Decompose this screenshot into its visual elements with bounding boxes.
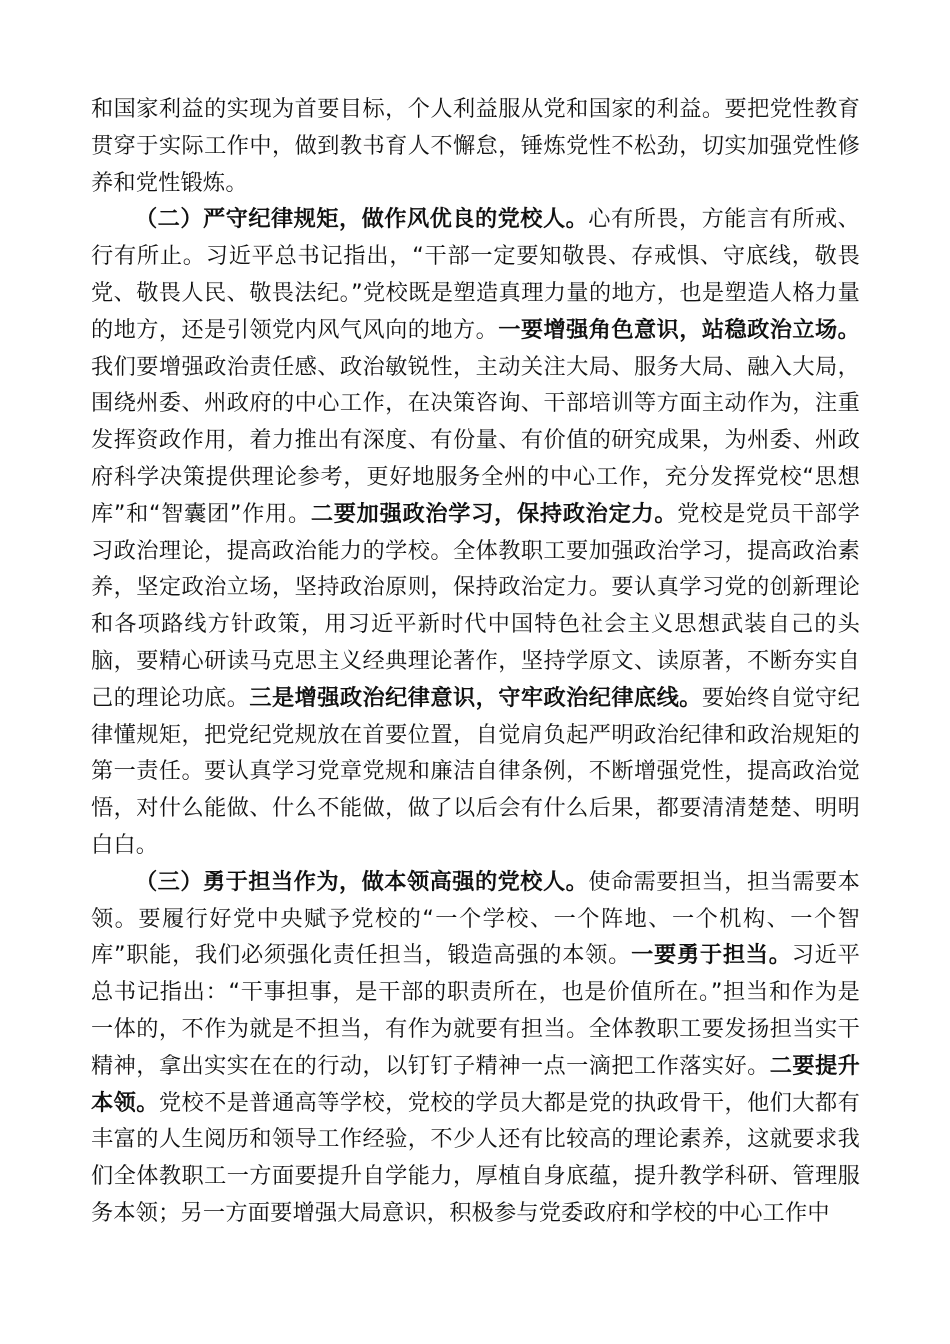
- paragraph-party-spirit-ending: [91, 91, 860, 201]
- body-text: 和国家利益的实现为首要目标，个人利益服从党和国家的利益。要把党性教育贯穿于实际工作中，做到教书育人不懈怠，锤炼党性不松劲，切实加强党性修养和党性锻炼。: [91, 96, 860, 196]
- paragraph-discipline: [91, 201, 860, 863]
- section-heading-three: （三）勇于担当作为，做本领高强的党校人。: [135, 868, 589, 895]
- body-text: 习近平总书记指出：“干事担事，是干部的职责所在，也是价值所在。”担当和作为是一体的，不作为就是不担当，有作为就要有担当。全体教职工要发扬担当实干精神，拿出实实在在的行动，以钉钉子精神一点一滴把工作落实好。: [91, 942, 860, 1079]
- point-heading-role-awareness: 一要增强角色意识，站稳政治立场。: [498, 316, 861, 343]
- point-heading-take-responsibility: 一要勇于担当。: [631, 942, 792, 969]
- body-text: 党校是党员干部学习政治理论，提高政治能力的学校。全体教职工要加强政治学习，提高政治素养，坚定政治立场，坚持政治原则，保持政治定力。要认真学习党的创新理论和各项路线方针政策，用习近平新时代中国特色社会主义思想武装自己的头脑，要精心研读马克思主义经典理论著作，坚持学原文、读原著，不断夯实自己的理论功底。: [91, 500, 860, 711]
- body-text: 心有所畏，方能言有所戒、行有所止。习近平总书记指出，“干部一定要知敬畏、存戒惧、守底线，敬畏党、敬畏人民、敬畏法纪。”党校既是塑造真理力量的地方，也是塑造人格力量的地方，还是引领党内风气风向的地方。: [91, 206, 860, 343]
- section-heading-two: （二）严守纪律规矩，做作风优良的党校人。: [135, 206, 589, 233]
- body-text: 我们要增强政治责任感、政治敏锐性，主动关注大局、服务大局、融入大局，围绕州委、州政府的中心工作，在决策咨询、干部培训等方面主动作为，注重发挥资政作用，着力推出有深度、有份量、有价值的研究成果，为州委、州政府科学决策提供理论参考，更好地服务全州的中心工作，充分发挥党校“思想库”和“智囊团”作用。: [91, 353, 860, 527]
- paragraph-responsibility: [91, 864, 860, 1232]
- body-text: 党校不是普通高等学校，党校的学员大都是党的执政骨干，他们大都有丰富的人生阅历和领导工作经验，不少人还有比较高的理论素养，这就要求我们全体教职工一方面要提升自学能力，厚植自身底蕴，提升教学科研、管理服务本领；另一方面要增强大局意识，积极参与党委政府和学校的中心工作中: [91, 1089, 860, 1226]
- point-heading-improve-ability: 二要提升本领。: [91, 1052, 860, 1116]
- point-heading-political-study: 二要加强政治学习，保持政治定力。: [310, 500, 678, 527]
- body-text: 使命需要担当，担当需要本领。要履行好党中央赋予党校的“一个学校、一个阵地、一个机构、一个智库”职能，我们必须强化责任担当，锻造高强的本领。: [91, 868, 860, 969]
- body-text: 要始终自觉守纪律懂规矩，把党纪党规放在首要位置，自觉肩负起严明政治纪律和政治规矩的第一责任。要认真学习党章党规和廉洁自律条例，不断增强党性，提高政治觉悟，对什么能做、什么不能做，做了以后会有什么后果，都要清清楚楚、明明白白。: [91, 684, 860, 858]
- point-heading-political-discipline: 三是增强政治纪律意识，守牢政治纪律底线。: [249, 684, 702, 711]
